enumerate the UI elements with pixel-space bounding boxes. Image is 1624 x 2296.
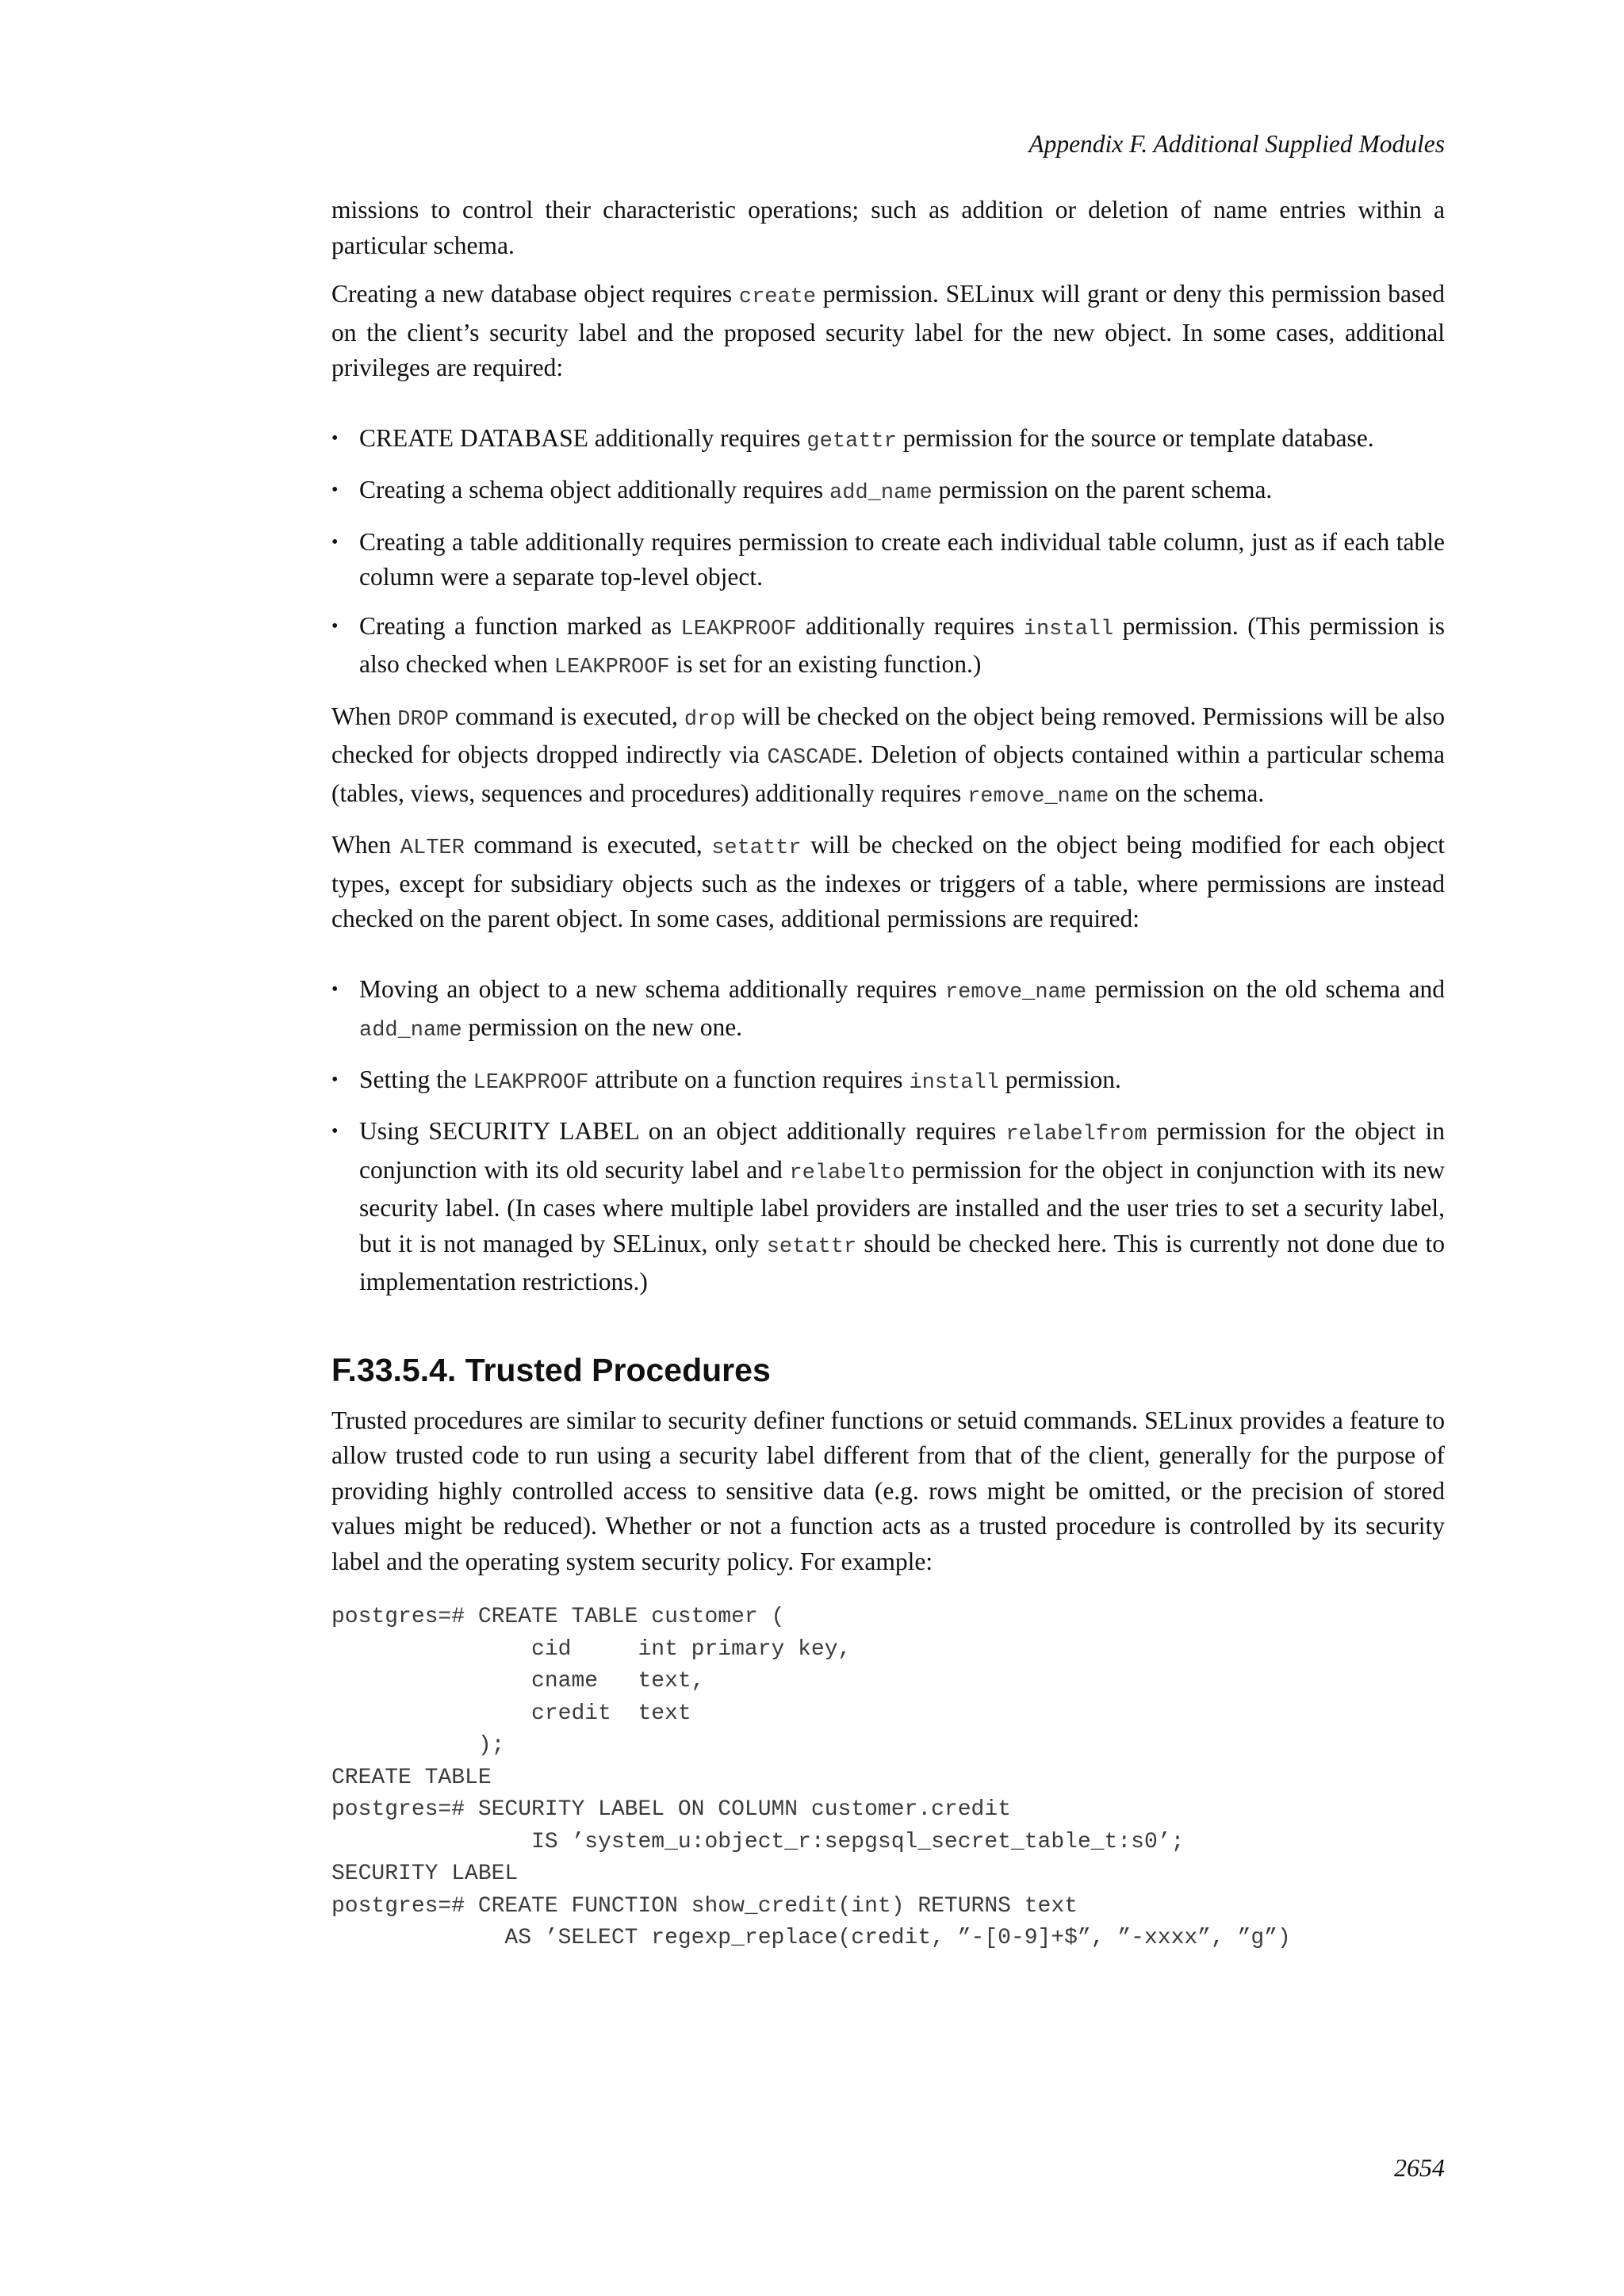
code-relabelto: relabelto	[789, 1161, 906, 1185]
running-header: Appendix F. Additional Supplied Modules	[1028, 130, 1445, 158]
text: permission on the new one.	[462, 1013, 743, 1041]
text: Moving an object to a new schema additionally requires	[359, 974, 945, 1003]
document-page	[331, 0, 1445, 2296]
code-drop: drop	[684, 707, 736, 732]
text: command is executed,	[449, 702, 684, 730]
text: permission on the old schema and	[1086, 974, 1446, 1003]
trusted-procedures-paragraph	[331, 1403, 1445, 1580]
text: permission. SELinux will grant or deny this permission based on the client’s security label and the proposed security label for the new object. In some cases, additional privileges are required:	[331, 280, 1446, 381]
code-example: postgres=# CREATE TABLE customer ( cid int primary key, cname text, credit text ); CREATE TABLE postgres=# SECURITY LABEL ON COLUMN customer.credit IS ’system_u:object_r:sepgsql_secret_table_t:s0’; SECURITY LABEL postgres=# CREATE FUNCTION show_credit(int) RETURNS text AS ’SELECT regexp_replace(credit, ”-[0-9]+$”, ”-xxxx”, ”g”)	[331, 1605, 1291, 1950]
text: CREATE DATABASE additionally requires	[359, 423, 807, 452]
text: will be checked on the object being modified for each object types, except for subsidiary objects such as the indexes or triggers of a table, where permissions are instead checked on the parent object. In some cases, additional permissions are required:	[331, 831, 1445, 932]
code-getattr: getattr	[806, 429, 897, 453]
text: When	[331, 831, 400, 859]
page-number: 2654	[1394, 2153, 1445, 2182]
code-install: install	[909, 1070, 999, 1095]
code-create: create	[738, 285, 817, 309]
text: command is executed,	[464, 831, 712, 859]
section-heading: F.33.5.4. Trusted Procedures	[331, 1351, 771, 1388]
text: permission for the source or template database.	[896, 423, 1374, 452]
create-privileges-list	[331, 421, 1445, 686]
list-item	[331, 421, 1445, 460]
text: Creating a function marked as	[359, 611, 681, 640]
text: Setting the	[359, 1065, 473, 1093]
list-item	[331, 1062, 1445, 1101]
alter-paragraph	[331, 828, 1445, 937]
code-remove-name: remove_name	[967, 784, 1109, 809]
text: should be checked here. This is currently not done due to implementation restrictions.)	[359, 1229, 1445, 1295]
code-leakproof: LEAKPROOF	[680, 617, 797, 641]
text: Using SECURITY LABEL on an object additionally requires	[359, 1117, 1006, 1145]
alter-privileges-list	[331, 972, 1445, 1300]
text: Creating a schema object additionally requires	[359, 476, 830, 503]
text: will be checked on the object being removed. Permissions will be also checked for objects dropped indirectly via	[331, 702, 1445, 768]
text: is set for an existing function.)	[669, 650, 982, 678]
text: attribute on a function requires	[588, 1065, 910, 1093]
text: Trusted procedures are similar to security definer functions or setuid commands. SELinux provides a feature to allow trusted code to run using a security label different from that of the client, generally for the purpose of providing highly controlled access to sensitive data (e.g. rows might be omitted, or the precision of stored values might be reduced). Whether or not a function acts as a trusted procedure is controlled by its security label and the operating system security policy. For example:	[331, 1406, 1445, 1575]
code-relabelfrom: relabelfrom	[1005, 1123, 1147, 1146]
text: additionally requires	[796, 611, 1024, 640]
text: missions to control their characteristic operations; such as addition or deletion of name entries within a particular schema.	[331, 196, 1445, 259]
list-item	[331, 972, 1445, 1049]
code-add-name: add_name	[829, 481, 933, 505]
list-item	[331, 525, 1445, 595]
text: permission. (This permission is also checked when	[359, 611, 1445, 678]
drop-paragraph	[331, 699, 1445, 815]
text: . Deletion of objects contained within a particular schema (tables, views, sequences and procedures) additionally requires	[331, 740, 1445, 807]
list-item	[331, 1114, 1445, 1300]
text: on the schema.	[1109, 779, 1265, 807]
text: permission.	[998, 1065, 1121, 1093]
text: When	[331, 702, 398, 730]
code-cascade: CASCADE	[767, 746, 857, 770]
code-leakproof: LEAKPROOF	[553, 656, 670, 679]
code-install: install	[1023, 617, 1114, 641]
text: permission for the object in conjunction with its new security label. (In cases where multiple label providers are installed and the user tries to set a security label, but it is not managed by SELinux, only	[359, 1155, 1445, 1257]
code-alter-command: ALTER	[400, 836, 465, 860]
intro-paragraph-1	[331, 193, 1445, 263]
list-item	[331, 473, 1445, 511]
code-leakproof: LEAKPROOF	[473, 1070, 589, 1095]
page-body	[331, 193, 1445, 1955]
intro-paragraph-2	[331, 277, 1445, 386]
code-remove-name: remove_name	[944, 980, 1087, 1004]
code-setattr: setattr	[766, 1234, 857, 1259]
code-add-name: add_name	[359, 1019, 462, 1043]
text: permission on the parent schema.	[932, 476, 1273, 503]
code-setattr: setattr	[711, 836, 802, 860]
text: permission for the object in conjunction with its old security label and	[359, 1117, 1445, 1184]
code-drop-command: DROP	[397, 707, 449, 732]
list-item	[331, 609, 1445, 686]
text: Creating a new database object requires	[331, 280, 739, 308]
text: Creating a table additionally requires permission to create each individual table column, just as if each table column were a separate top-level object.	[359, 527, 1445, 591]
